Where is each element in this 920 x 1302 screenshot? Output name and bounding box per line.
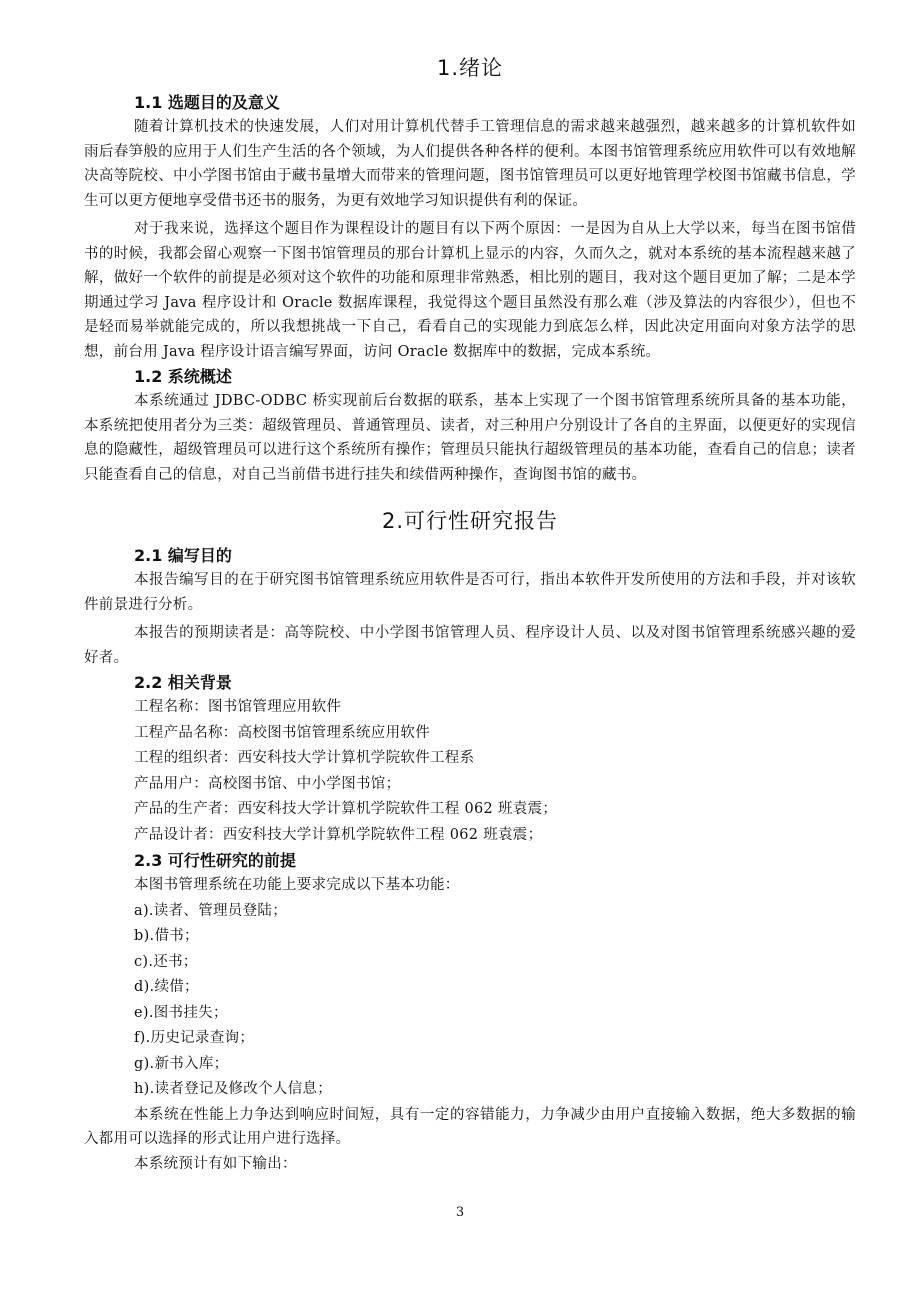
function-item: b).借书； bbox=[134, 928, 199, 944]
section-2-1-paragraph-2: 本报告的预期读者是：高等院校、中小学图书馆管理人员、程序设计人员、以及对图书馆管理系统感兴趣的爱好者。 bbox=[84, 625, 856, 666]
section-1-1-title: 1.1 选题目的及意义 bbox=[134, 93, 280, 112]
document-page bbox=[84, 50, 856, 1176]
background-info-item: 工程的组织者：西安科技大学计算机学院软件工程系 bbox=[134, 750, 475, 766]
section-2-3-title: 2.3 可行性研究的前提 bbox=[134, 851, 296, 870]
function-item: g).新书入库； bbox=[134, 1055, 229, 1072]
background-info-item: 产品用户：高校图书馆、中小学图书馆； bbox=[134, 775, 401, 792]
performance-paragraph: 本系统在性能上力争达到响应时间短，具有一定的容错能力，力争减少由用户直接输入数据，绝大多数据的输入都用可以选择的形式让用户进行选择。 bbox=[84, 1106, 856, 1147]
background-info-item: 产品的生产者：西安科技大学计算机学院软件工程 062 班袁震； bbox=[134, 801, 558, 817]
section-1-2-title: 1.2 系统概述 bbox=[134, 367, 232, 386]
section-2-1-paragraph-1: 本报告编写目的在于研究图书馆管理系统应用软件是否可行，指出本软件开发所使用的方法和手段，并对该软件前景进行分析。 bbox=[84, 572, 856, 613]
function-list bbox=[84, 899, 856, 1103]
function-item: h).读者登记及修改个人信息； bbox=[134, 1081, 333, 1097]
function-item: f).历史记录查询； bbox=[134, 1030, 255, 1046]
section-2-3-intro: 本图书管理系统在功能上要求完成以下基本功能： bbox=[134, 877, 460, 893]
background-info-list bbox=[84, 695, 856, 848]
function-item: d).续借； bbox=[134, 979, 199, 995]
function-item: e).图书挂失； bbox=[134, 1004, 228, 1021]
background-info-item: 工程产品名称：高校图书馆管理系统应用软件 bbox=[134, 724, 430, 741]
section-1-2-paragraph-1: 本系统通过 JDBC-ODBC 桥实现前后台数据的联系，基本上实现了一个图书馆管理系统所具备的基本功能，本系统把使用者分为三类：超级管理员、普通管理员、读者，对三种用户分别设计了各自的主界面，以便更好的实现信息的隐藏性，超级管理员可以进行这个系统所有操作；管理员只能执行超级管理员的基本功能，查看自己的信息；读者只能查看自己的信息，对自己当前借书进行挂失和续借两种操作，查询图书馆的藏书。 bbox=[84, 393, 856, 483]
section-2-1-title: 2.1 编写目的 bbox=[134, 546, 232, 565]
function-item: c).还书； bbox=[134, 953, 198, 970]
section-1-1-paragraph-1: 随着计算机技术的快速发展，人们对用计算机代替手工管理信息的需求越来越强烈，越来越多的计算机软件如雨后春笋般的应用于人们生产生活的各个领域，为人们提供各种各样的便利。本图书馆管理系统应用软件可以有效地解决高等院校、中小学图书馆由于藏书量增大而带来的管理问题，图书馆管理员可以更好地管理学校图书馆藏书信息，学生可以更方便地享受借书还书的服务，为更有效地学习知识提供有利的保证。 bbox=[84, 119, 856, 209]
page-number: 3 bbox=[455, 1205, 465, 1220]
background-info-item: 工程名称：图书馆管理应用软件 bbox=[134, 699, 342, 715]
chapter-2-title: 2.可行性研究报告 bbox=[381, 509, 559, 533]
function-item: a).读者、管理员登陆； bbox=[134, 902, 288, 919]
section-2-2-title: 2.2 相关背景 bbox=[134, 673, 232, 692]
background-info-item: 产品设计者：西安科技大学计算机学院软件工程 062 班袁震； bbox=[134, 826, 543, 843]
chapter-1-title: 1.绪论 bbox=[436, 56, 504, 80]
section-1-1-paragraph-2: 对于我来说，选择这个题目作为课程设计的题目有以下两个原因：一是因为自从上大学以来，每当在图书馆借书的时候，我都会留心观察一下图书馆管理员的那台计算机上显示的内容，久而久之，就对本系统的基本流程越来越了解，做好一个软件的前提是必须对这个软件的功能和原理非常熟悉，相比别的题目，我对这个题目更加了解；二是本学期通过学习 Java 程序设计和 Oracle 数据库课程，我觉得这个题目虽然没有那么难（涉及算法的内容很少），但也不是轻而易举就能完成的，所以我想挑战一下自己，看看自己的实现能力到底怎么样，因此决定用面向对象方法学的思想，前台用 Java 程序设计语言编写界面，访问 Oracle 数据库中的数据，完成本系统。 bbox=[84, 221, 856, 360]
output-paragraph: 本系统预计有如下输出： bbox=[134, 1155, 297, 1172]
